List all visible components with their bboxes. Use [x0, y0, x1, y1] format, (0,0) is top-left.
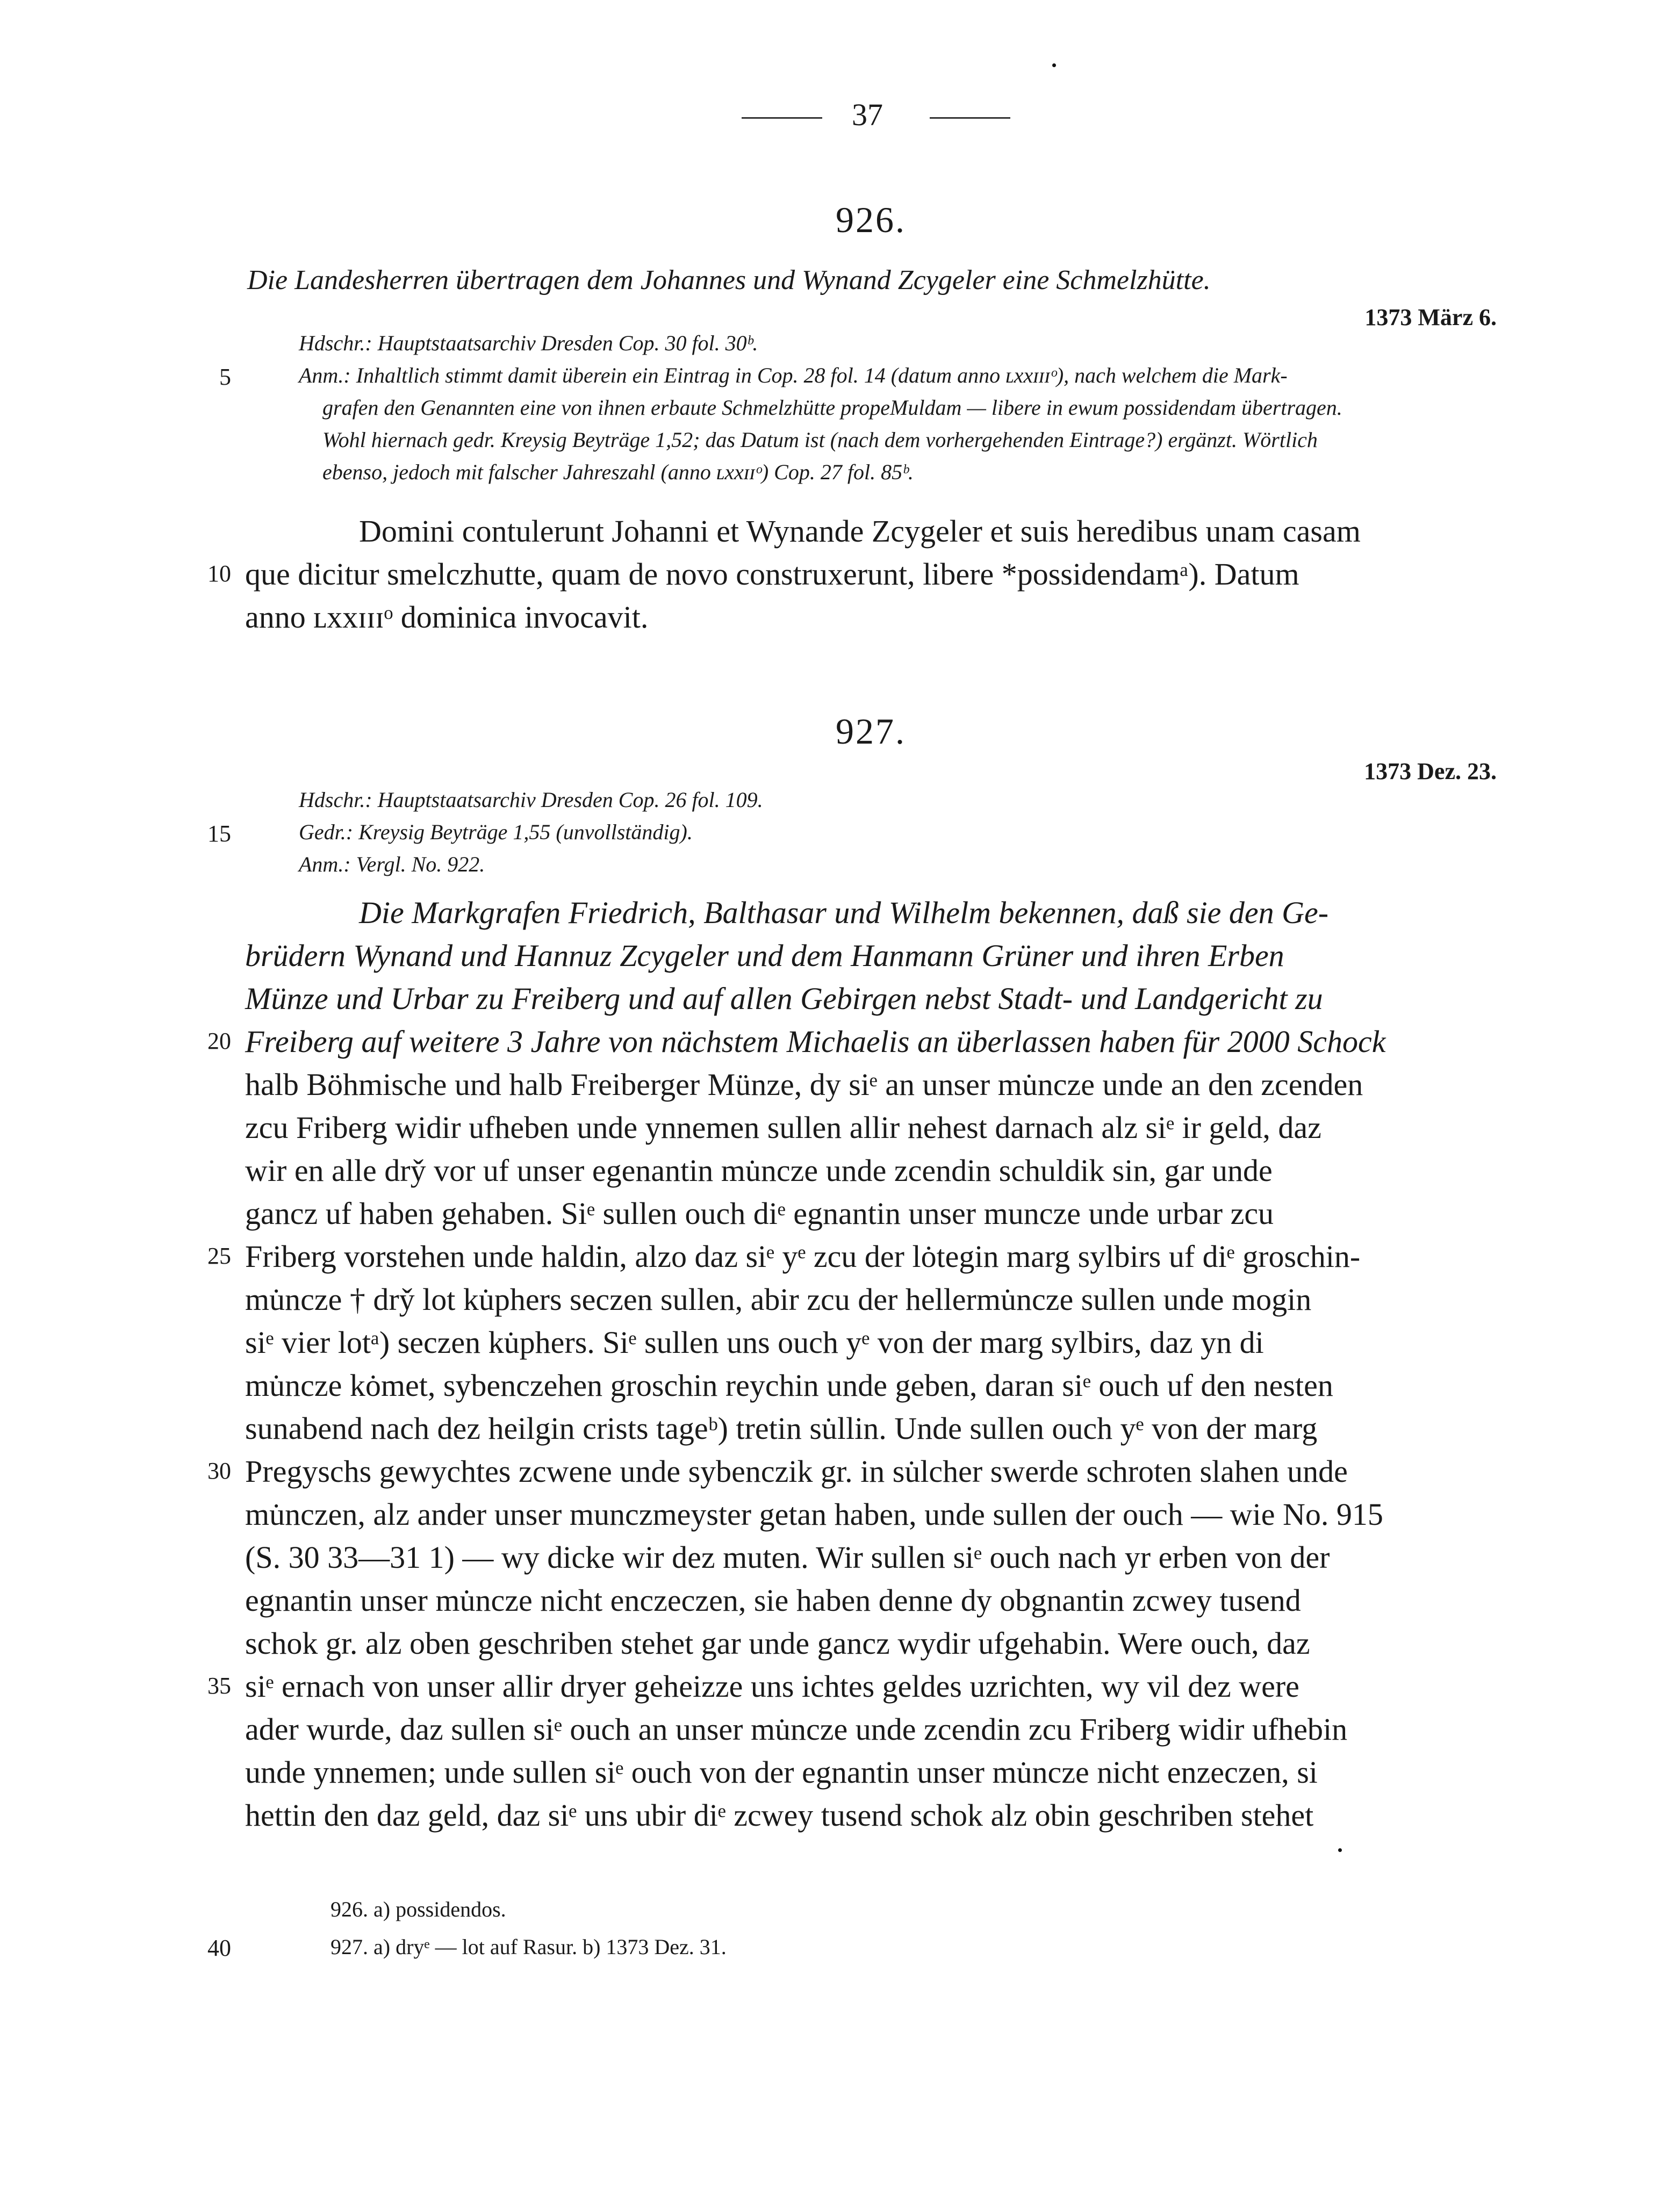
date-926: 1373 März 6.: [1364, 304, 1497, 330]
line-number-25: 25: [207, 1243, 231, 1269]
text-927-line15: mu̇nczen, alz ander unser munczmeyster getan haben, unde sullen der ouch — wie No. 915: [245, 1497, 1383, 1532]
text-926-line1: Domini contulerunt Johanni et Wynande Zcygeler et suis heredibus unam casam: [359, 514, 1361, 549]
text-927-line16: (S. 30 33—31 1) — wy dicke wir dez muten. Wir sullen siᵉ ouch nach yr erben von der: [245, 1540, 1330, 1575]
text-927-line20: ader wurde, daz sullen siᵉ ouch an unser mu̇ncze unde zcendin zcu Friberg widir ufhebin: [245, 1712, 1348, 1747]
text-926-line2: que dicitur smelczhutte, quam de novo construxerunt, libere *possidendamᵃ). Datum: [245, 557, 1299, 592]
date-927: 1373 Dez. 23.: [1364, 758, 1497, 784]
text-927-line1: Die Markgrafen Friedrich, Balthasar und Wilhelm bekennen, daß sie den Ge-: [359, 895, 1329, 930]
line-number-20: 20: [207, 1028, 231, 1054]
text-926-line3: anno ʟxxɪɪɪᵒ dominica invocavit.: [245, 600, 649, 635]
apparatus-926-line5: ebenso, jedoch mit falscher Jahreszahl (anno ʟxxɪɪᵒ) Cop. 27 fol. 85ᵇ.: [322, 460, 914, 484]
text-927-line13: sunabend nach dez heilgin crists tageᵇ) tretin su̇llin. Unde sullen ouch yᵉ von der marg: [245, 1411, 1318, 1446]
text-927-line2: brüdern Wynand und Hannuz Zcygeler und dem Hanmann Grüner und ihren Erben: [245, 938, 1284, 973]
line-number-15: 15: [207, 820, 231, 847]
apparatus-926-line3: grafen den Genannten eine von ihnen erbaute Schmelzhütte propeMuldam — libere in ewum possidendam übertragen.: [322, 395, 1342, 420]
regest-926: Die Landesherren übertragen dem Johannes und Wynand Zcygeler eine Schmelzhütte.: [247, 265, 1211, 296]
text-927-line5: halb Böhmische und halb Freiberger Münze, dy siᵉ an unser mu̇ncze unde an den zcenden: [245, 1067, 1363, 1102]
text-927-line11: siᵉ vier lotᵃ) seczen ku̇phers. Siᵉ sullen uns ouch yᵉ von der marg sylbirs, daz yn di: [245, 1325, 1264, 1360]
ink-speck: [1338, 1848, 1342, 1852]
footnote-926: 926. a) possidendos.: [331, 1897, 506, 1921]
line-number-10: 10: [207, 560, 231, 587]
text-927-line18: schok gr. alz oben geschriben stehet gar unde gancz wydir ufgehabin. Were ouch, daz: [245, 1626, 1310, 1661]
folio-dash-left: [742, 117, 822, 119]
text-927-line6: zcu Friberg widir ufheben unde ynnemen sullen allir nehest darnach alz siᵉ ir geld, daz: [245, 1110, 1321, 1145]
text-927-line10: mu̇ncze † dry̌ lot ku̇phers seczen sullen, abir zcu der hellermu̇ncze sullen unde mogin: [245, 1282, 1312, 1317]
text-927-line4: Freiberg auf weitere 3 Jahre von nächstem Michaelis an überlassen haben für 2000 Schock: [245, 1024, 1386, 1059]
line-number-40: 40: [207, 1935, 231, 1961]
text-927-line21: unde ynnemen; unde sullen siᵉ ouch von der egnantin unser mu̇ncze nicht enzeczen, si: [245, 1755, 1318, 1790]
text-927-line22: hettin den daz geld, daz siᵉ uns ubir diᵉ zcwey tusend schok alz obin geschriben stehet: [245, 1798, 1314, 1833]
text-927-line3: Münze und Urbar zu Freiberg und auf allen Gebirgen nebst Stadt- und Landgericht zu: [245, 981, 1323, 1016]
document-number-927: 927.: [836, 711, 906, 752]
apparatus-926-line2: Anm.: Inhaltlich stimmt damit überein ein Eintrag in Cop. 28 fol. 14 (datum anno ʟxxɪɪɪᵒ), nach welchem die Mark-: [299, 363, 1288, 387]
text-927-line7: wir en alle dry̌ vor uf unser egenantin mu̇ncze unde zcendin schuldik sin, gar unde: [245, 1153, 1273, 1188]
apparatus-927-line3: Anm.: Vergl. No. 922.: [299, 852, 485, 876]
line-number-5: 5: [219, 364, 231, 390]
text-927-line17: egnantin unser mu̇ncze nicht enczeczen, sie haben denne dy obgnantin zcwey tusend: [245, 1583, 1301, 1618]
footnote-927: 927. a) dryᵉ — lot auf Rasur. b) 1373 Dez. 31.: [331, 1935, 727, 1959]
folio-dash-right: [930, 117, 1010, 119]
text-927-line14: Pregyschs gewychtes zcwene unde sybenczik gr. in su̇lcher swerde schroten slahen unde: [245, 1454, 1348, 1489]
text-927-line9: Friberg vorstehen unde haldin, alzo daz siᵉ yᵉ zcu der lȯtegin marg sylbirs uf diᵉ groschin-: [245, 1239, 1361, 1274]
apparatus-926-line1: Hdschr.: Hauptstaatsarchiv Dresden Cop. 30 fol. 30ᵇ.: [299, 331, 758, 355]
text-927-line19: siᵉ ernach von unser allir dryer geheizze uns ichtes geldes uzrichten, wy vil dez were: [245, 1669, 1299, 1704]
document-number-926: 926.: [836, 199, 906, 240]
ink-speck: [1052, 63, 1056, 67]
apparatus-927-line2: Gedr.: Kreysig Beyträge 1,55 (unvollständig).: [299, 820, 693, 844]
apparatus-927-line1: Hdschr.: Hauptstaatsarchiv Dresden Cop. 26 fol. 109.: [299, 788, 763, 812]
apparatus-926-line4: Wohl hiernach gedr. Kreysig Beyträge 1,52; das Datum ist (nach dem vorhergehenden Eintrage?) ergänzt. Wörtlich: [322, 428, 1318, 452]
text-927-line12: mu̇ncze kȯmet, sybenczehen groschin reychin unde geben, daran siᵉ ouch uf den nesten: [245, 1368, 1333, 1403]
text-927-line8: gancz uf haben gehaben. Siᵉ sullen ouch diᵉ egnantin unser muncze unde urbar zcu: [245, 1196, 1274, 1231]
line-number-35: 35: [207, 1673, 231, 1699]
line-number-30: 30: [207, 1458, 231, 1484]
page-number: 37: [852, 97, 883, 132]
